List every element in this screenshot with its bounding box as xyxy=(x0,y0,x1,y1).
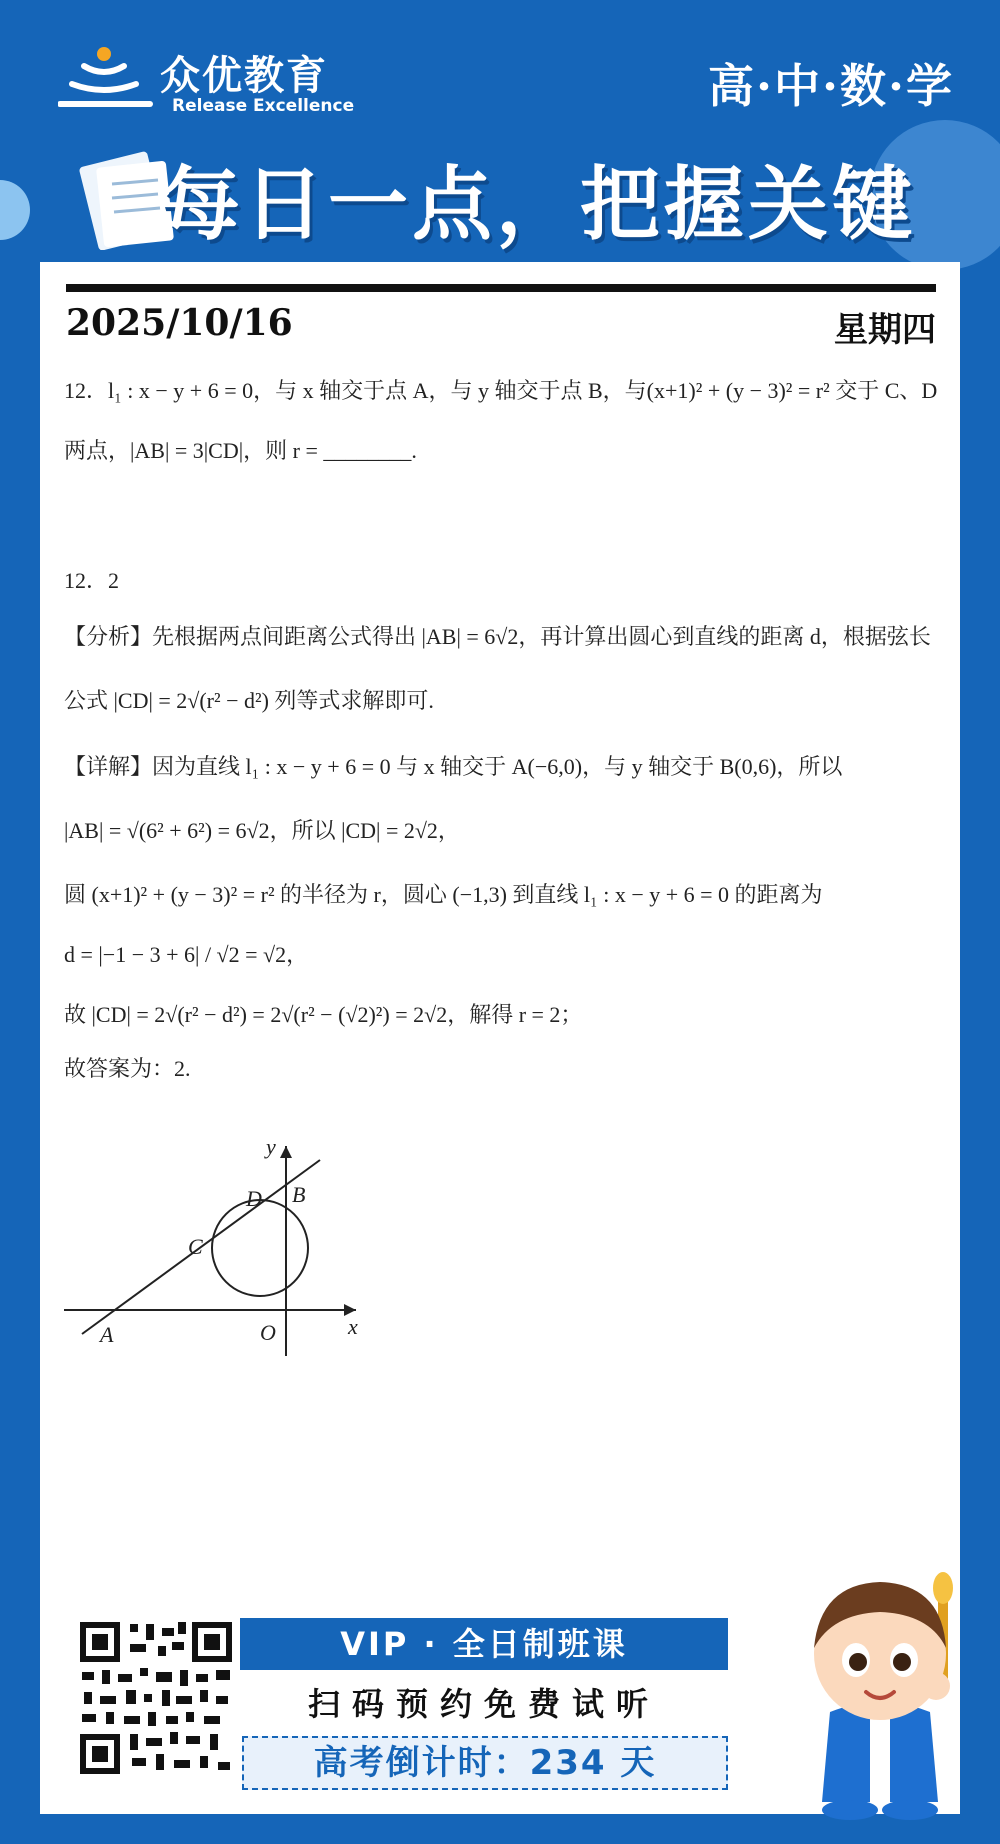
weekday: 星期四 xyxy=(834,310,936,350)
subject-title: 高·中·数·学 xyxy=(707,59,954,113)
slogan: 每日一点，把握关键 xyxy=(160,158,916,251)
answer-line: 12．2 xyxy=(64,568,120,593)
qr-code[interactable] xyxy=(76,1618,236,1778)
circle xyxy=(212,1200,308,1296)
label-x: x xyxy=(348,1314,358,1339)
label-D: D xyxy=(246,1186,262,1211)
detail-line-1: 【详解】因为直线 l₁ : x − y + 6 = 0 与 x 轴交于 A(−6,0)，与 y 轴交于 B(0,6)，所以 xyxy=(64,754,843,779)
y-axis-arrow xyxy=(280,1146,292,1158)
problem-line-1: 12．l₁ : x − y + 6 = 0，与 x 轴交于点 A，与 y 轴交于点 B，与(x+1)² + (y − 3)² = r² 交于 C、D xyxy=(64,378,938,403)
date: 2025/10/16 xyxy=(66,302,293,344)
content-card xyxy=(40,262,960,1814)
label-y: y xyxy=(266,1134,276,1159)
analysis-line-1: 【分析】先根据两点间距离公式得出 |AB| = 6√2，再计算出圆心到直线的距离 d，根据弦长 xyxy=(64,624,931,649)
problem-line-2: 两点，|AB| = 3|CD|，则 r = ________. xyxy=(64,438,417,463)
detail-line-4: d = |−1 − 3 + 6| / √2 = √2， xyxy=(64,942,309,967)
detail-line-3: 圆 (x+1)² + (y − 3)² = r² 的半径为 r，圆心 (−1,3) 到直线 l₁ : x − y + 6 = 0 的距离为 xyxy=(64,882,823,907)
detail-line-6: 故答案为：2. xyxy=(64,1056,191,1081)
analysis-line-2: 公式 |CD| = 2√(r² − d²) 列等式求解即可. xyxy=(64,688,434,713)
header xyxy=(0,0,1000,270)
brand-logo xyxy=(58,44,158,116)
exam-countdown: 高考倒计时：234 天 xyxy=(242,1736,728,1790)
brand-name: 众优教育 xyxy=(160,53,328,99)
label-C: C xyxy=(188,1234,203,1259)
detail-line-2: |AB| = √(6² + 6²) = 6√2，所以 |CD| = 2√2， xyxy=(64,818,460,843)
brand-tagline: Release Excellence xyxy=(172,96,355,116)
geometry-figure xyxy=(64,1120,364,1370)
detail-line-5: 故 |CD| = 2√(r² − d²) = 2√(r² − (√2)²) = 2√2，解得 r = 2； xyxy=(64,1002,583,1027)
label-O: O xyxy=(260,1320,276,1345)
label-A: A xyxy=(100,1322,114,1347)
top-divider xyxy=(66,284,936,292)
label-B: B xyxy=(292,1182,306,1207)
mascot-illustration xyxy=(760,1562,1000,1822)
scan-prompt: 扫码预约免费试听 xyxy=(307,1685,660,1723)
vip-banner: VIP · 全日制班课 xyxy=(240,1618,728,1670)
